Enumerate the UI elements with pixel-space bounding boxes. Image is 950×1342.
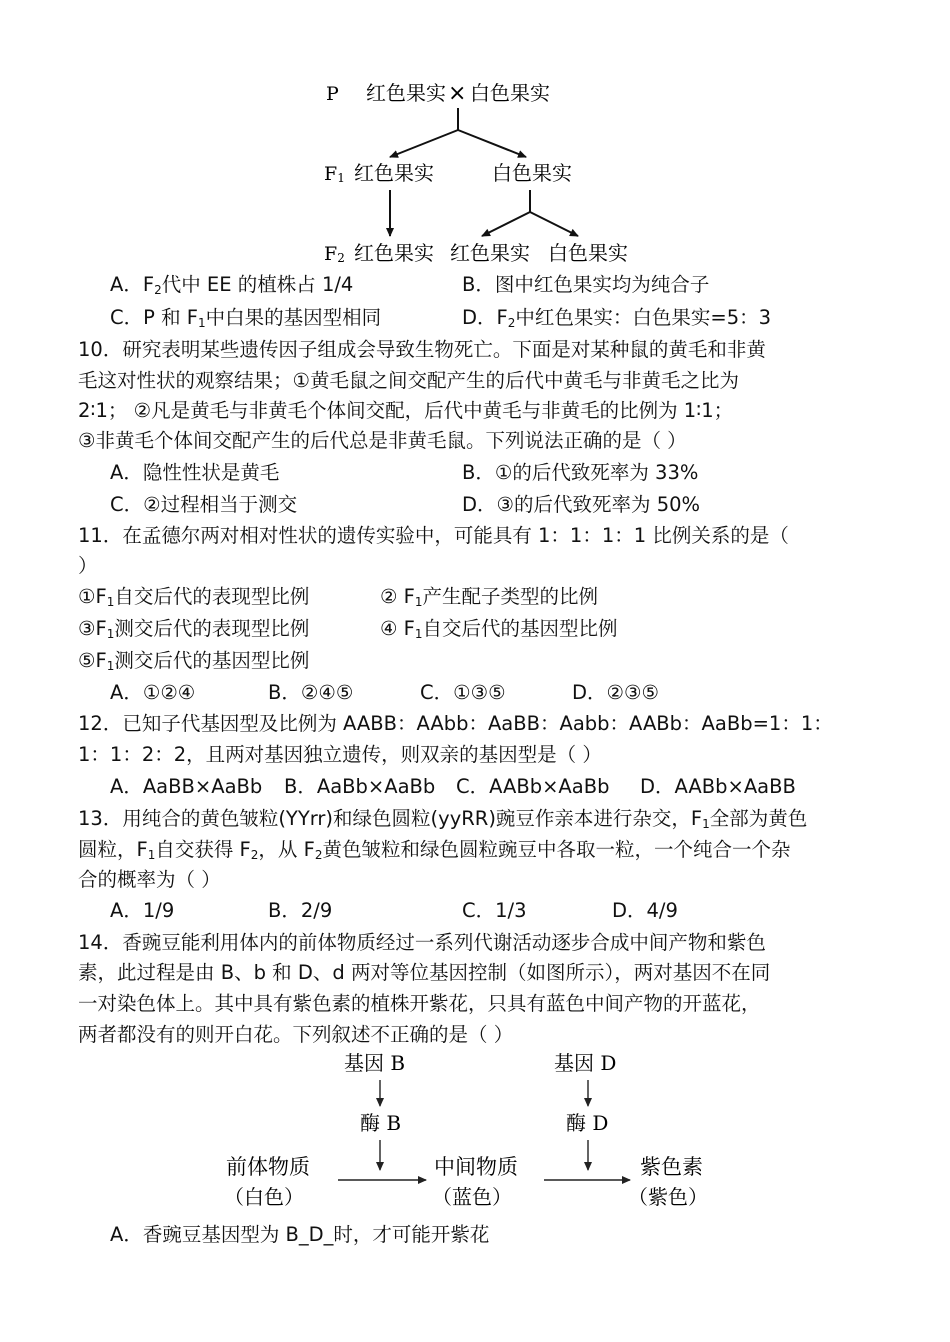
- f1-left: 红色果实: [354, 161, 434, 185]
- f1-right: 白色果实: [492, 161, 572, 185]
- q11-item-3: $③F_1$测交后代的表现型比例: [78, 617, 310, 641]
- pigment: 紫色素: [640, 1155, 703, 1179]
- f1-arrow-right: [530, 212, 578, 236]
- enzyme-d: 酶 D: [566, 1111, 609, 1135]
- p-arrow-right: [458, 130, 526, 157]
- q11-line-2: ）: [78, 554, 98, 577]
- q14-line-3: 一对染色体上。其中具有紫色素的植株开紫花，只具有蓝色中间产物的开蓝花，: [78, 992, 761, 1015]
- precursor: 前体物质: [226, 1155, 310, 1179]
- f2-a: 红色果实: [354, 241, 434, 265]
- cross-symbol: ×: [448, 81, 467, 106]
- gene-d: 基因 D: [554, 1051, 617, 1075]
- q10-line-4: ③非黄毛个体间交配产生的后代总是非黄毛鼠。下列说法正确的是（ ）: [78, 429, 687, 452]
- q12-option-c: C．AABb×AaBb: [456, 775, 610, 798]
- q13-option-b: B．2/9: [268, 899, 333, 922]
- pathway-diagram: [220, 1046, 740, 1218]
- f2-b: 红色果实: [450, 241, 530, 265]
- q13-line-1: 13．用纯合的黄色皱粒(YYrr)和绿色圆粒(yyRR)豌豆作亲本进行杂交，$F_1$全部为黄色: [78, 807, 808, 831]
- q10-line-2: 毛这对性状的观察结果；①黄毛鼠之间交配产生的后代中黄毛与非黄毛之比为: [78, 369, 739, 392]
- q13-option-c: C．1/3: [462, 899, 527, 922]
- q10-option-a: A．隐性性状是黄毛: [110, 461, 280, 484]
- enzyme-b: 酶 B: [360, 1111, 402, 1135]
- q11-item-1: $①F_1$自交后代的表现型比例: [78, 585, 310, 609]
- q10-option-b: B．①的后代致死率为 33%: [462, 461, 699, 484]
- q11-option-c: C．①③⑤: [420, 681, 506, 704]
- q9-option-b: B．图中红色果实均为纯合子: [462, 273, 710, 296]
- intermediate-color: （蓝色）: [432, 1185, 512, 1209]
- q12-option-d: D．AABb×AaBB: [640, 775, 796, 798]
- q12-option-a: A．AaBB×AaBb: [110, 775, 263, 798]
- q12-line-2: 1：1：2：2，且两对基因独立遗传，则双亲的基因型是（ ）: [78, 743, 602, 766]
- p-right: 白色果实: [470, 81, 550, 105]
- q10-line-3: 2∶1； ②凡是黄毛与非黄毛个体间交配，后代中黄毛与非黄毛的比例为 1∶1；: [78, 399, 734, 422]
- q9-option-c: C．P 和 $F_1$中白果的基因型相同: [110, 306, 382, 330]
- f2-label: F2: [324, 243, 345, 265]
- p-left: 红色果实: [366, 81, 446, 105]
- q14-line-2: 素，此过程是由 B、b 和 D、d 两对等位基因控制（如图所示），两对基因不在同: [78, 961, 771, 984]
- q9-option-a: A．$F_2$代中 EE 的植株占 1/4: [110, 273, 354, 297]
- q11-option-d: D．②③⑤: [572, 681, 659, 704]
- f1-label: F1: [324, 163, 345, 185]
- q10-line-1: 10．研究表明某些遗传因子组成会导致生物死亡。下面是对某种鼠的黄毛和非黄: [78, 338, 766, 361]
- q13-option-a: A．1/9: [110, 899, 175, 922]
- precursor-color: （白色）: [224, 1185, 304, 1209]
- q11-line-1: 11．在孟德尔两对相对性状的遗传实验中，可能具有 1：1：1：1 比例关系的是（: [78, 524, 789, 547]
- pigment-color: （紫色）: [628, 1185, 708, 1209]
- q10-option-c: C．②过程相当于测交: [110, 493, 298, 516]
- p-label: P: [326, 83, 339, 105]
- q11-item-5: $⑤F_1$测交后代的基因型比例: [78, 649, 310, 673]
- q13-line-3: 合的概率为（ ）: [78, 868, 221, 891]
- q12-line-1: 12．已知子代基因型及比例为 AABB：AAbb：AaBB：Aabb：AABb：AaBb=1：1：: [78, 712, 833, 735]
- q9-option-d: D．$F_2$中红色果实：白色果实=5：3: [462, 306, 772, 330]
- cross-diagram: [310, 72, 650, 272]
- q13-line-2: 圆粒，$F_1$自交获得 $F_2$，从 $F_2$黄色皱粒和绿色圆粒豌豆中各取一粒，一个纯合一个杂: [78, 838, 791, 862]
- q10-option-d: D．③的后代致死率为 50%: [462, 493, 701, 516]
- q14-option-a: A．香豌豆基因型为 B_D_时，才可能开紫花: [110, 1223, 490, 1246]
- q13-option-d: D．4/9: [612, 899, 678, 922]
- q11-option-b: B．②④⑤: [268, 681, 354, 704]
- intermediate: 中间物质: [434, 1155, 518, 1179]
- gene-b: 基因 B: [344, 1051, 406, 1075]
- f1-arrow-left: [482, 212, 530, 236]
- q11-option-a: A．①②④: [110, 681, 196, 704]
- p-arrow-left: [390, 130, 458, 157]
- q11-item-2: ② $F_1$产生配子类型的比例: [380, 585, 599, 609]
- q14-line-4: 两者都没有的则开白花。下列叙述不正确的是（ ）: [78, 1023, 514, 1046]
- q14-line-1: 14．香豌豆能利用体内的前体物质经过一系列代谢活动逐步合成中间产物和紫色: [78, 931, 766, 954]
- q11-item-4: ④ $F_1$自交后代的基因型比例: [380, 617, 618, 641]
- f2-c: 白色果实: [548, 241, 628, 265]
- q12-option-b: B．AaBb×AaBb: [284, 775, 436, 798]
